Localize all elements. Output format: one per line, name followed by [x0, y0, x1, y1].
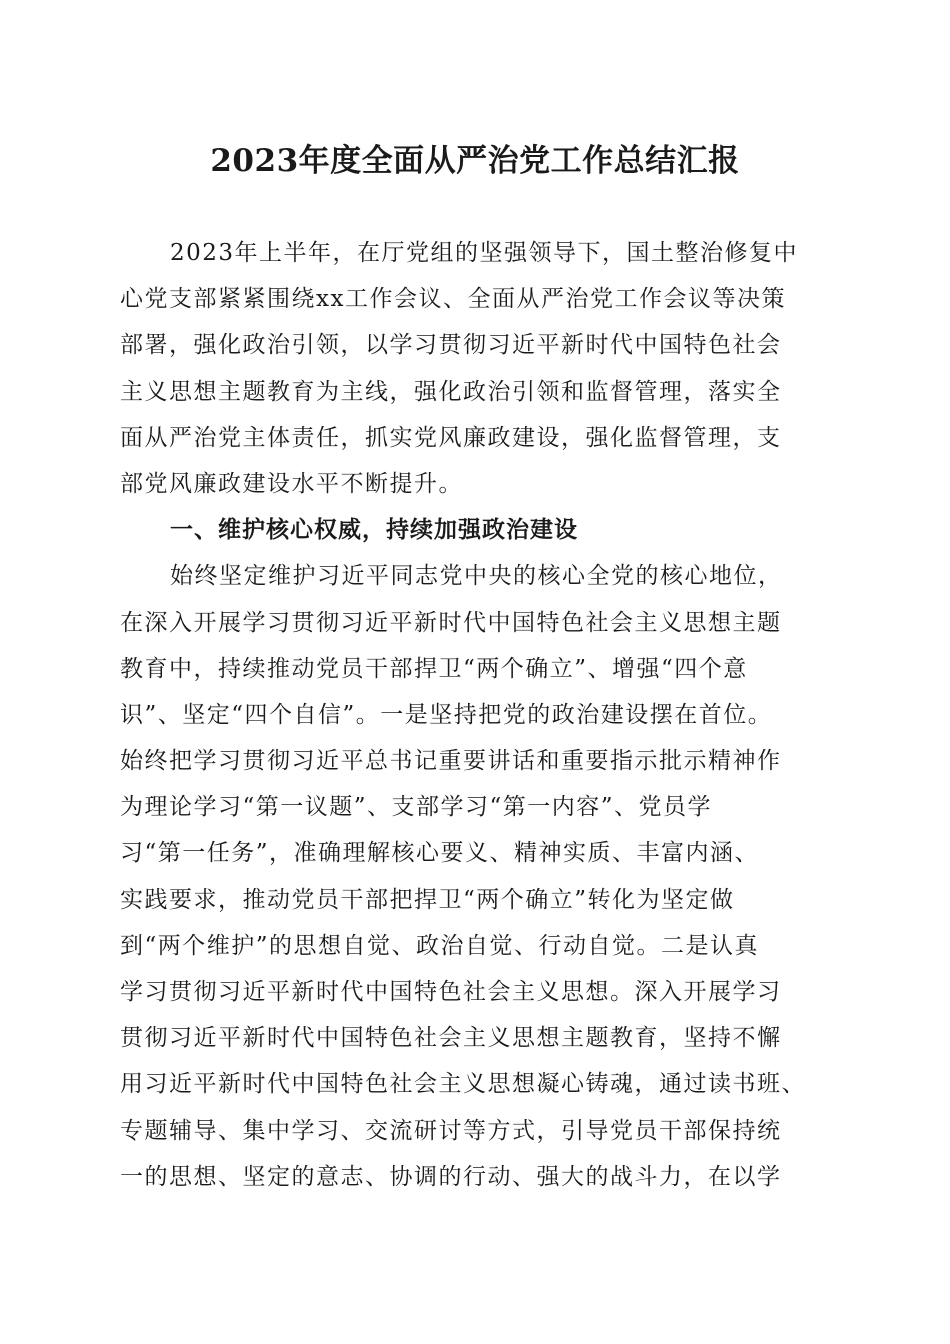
text-line: 识”、坚定“四个自信”。一是坚持把党的政治建设摆在首位。	[120, 701, 773, 728]
text-line: 学习贯彻习近平新时代中国特色社会主义思想。深入开展学习	[120, 979, 782, 1005]
text-line: 始终坚定维护习近平同志党中央的核心全党的核心地位，	[170, 563, 783, 590]
text-line: 实践要求，推动党员干部把捍卫“两个确立”转化为坚定做	[120, 886, 735, 913]
text-line: 到“两个维护”的思想自觉、政治自觉、行动自觉。二是认真	[120, 932, 760, 959]
text-line: 一的思想、坚定的意志、协调的行动、强大的战斗力，在以学	[120, 1163, 782, 1190]
text-line: 2023年上半年，在厅党组的坚强领导下，国土整治修复中	[170, 240, 799, 266]
document-body	[120, 230, 832, 1200]
text-line: 为理论学习“第一议题”、支部学习“第一内容”、党员学	[120, 794, 713, 821]
text-line: 教育中，持续推动党员干部捍卫“两个确立”、增强“四个意	[120, 655, 748, 682]
text-line: 专题辅导、集中学习、交流研讨等方式，引导党员干部保持统	[120, 1117, 782, 1144]
text-line: 部署，强化政治引领，以学习贯彻习近平新时代中国特色社会	[120, 332, 782, 359]
section-heading: 一、维护核心权威，持续加强政治建设	[170, 517, 578, 544]
text-line: 习“第一任务”，准确理解核心要义、精神实质、丰富内涵、	[120, 840, 760, 867]
text-line: 在深入开展学习贯彻习近平新时代中国特色社会主义思想主题	[120, 609, 782, 636]
paragraph-intro	[120, 230, 832, 507]
document-title: 2023年度全面从严治党工作总结汇报	[210, 143, 740, 179]
text-line: 始终把学习贯彻习近平总书记重要讲话和重要指示批示精神作	[120, 748, 782, 775]
text-line: 贯彻习近平新时代中国特色社会主义思想主题教育，坚持不懈	[120, 1025, 782, 1052]
text-line: 主义思想主题教育为主线，强化政治引领和监督管理，落实全	[120, 378, 782, 405]
paragraph-section1	[120, 553, 832, 1200]
text-line: 心党支部紧紧围绕xx工作会议、全面从严治党工作会议等决策	[120, 286, 786, 313]
text-line: 用习近平新时代中国特色社会主义思想凝心铸魂，通过读书班、	[120, 1071, 806, 1098]
text-line: 部党风廉政建设水平不断提升。	[120, 470, 463, 497]
text-line: 面从严治党主体责任，抓实党风廉政建设，强化监督管理，支	[120, 424, 782, 451]
